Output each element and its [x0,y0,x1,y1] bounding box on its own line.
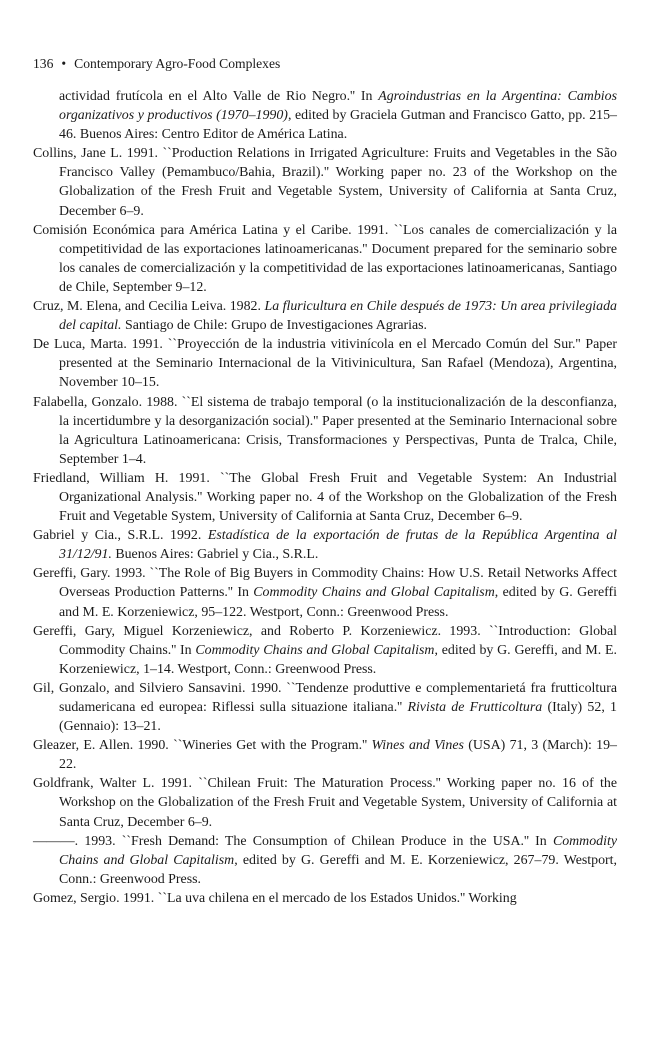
reference-text: Buenos Aires: Gabriel y Cia., S.R.L. [111,547,319,563]
reference-entry [33,564,617,621]
reference-text: Gil, Gonzalo, and Silviero Sansavini. 1990. ``Tendenze produttive e complementarietá fra frutticoltura sudamericana ed europea: Riflessi sulla situazione italiana.'' [33,680,617,715]
reference-text: Gereffi, Gary, Miguel Korzeniewicz, and Roberto P. Korzeniewicz. 1993. ``Introduction: Global Commodity Chains.'' In [33,623,617,658]
reference-text: , edited by G. Gereffi, and M. E. Korzeniewicz, 1–14. Westport, Conn.: Greenwood Press. [59,642,617,677]
reference-title-italic: Commodity Chains and Global Capitalism [195,642,435,658]
reference-entry [33,393,617,469]
reference-text: Gomez, Sergio. 1991. ``La uva chilena en el mercado de los Estados Unidos.'' Working [33,890,517,906]
reference-entry [33,144,617,220]
reference-text: , edited by G. Gereffi and M. E. Korzeniewicz, 267–79. Westport, Conn.: Greenwood Press. [59,852,617,887]
reference-text: , edited by Graciela Gutman and Francisco Gatto, pp. 215–46. Buenos Aires: Centro Editor de América Latina. [59,108,618,143]
reference-text: De Luca, Marta. 1991. ``Proyección de la industria vitivinícola en el Mercado Común del Sur.'' Paper presented at the Seminario Internacional de la Vitivinicultura, San Rafael (Mendoza), Argentina, November 10–15. [33,337,617,391]
reference-text: actividad frutícola en el Alto Valle de Rio Negro.'' In [59,89,379,104]
reference-text: ———. 1993. ``Fresh Demand: The Consumption of Chilean Produce in the USA.'' In [33,833,553,849]
reference-text: Gleazer, E. Allen. 1990. ``Wineries Get with the Program.'' [33,738,372,754]
reference-title-italic: Estadística de la exportación de frutas de la República Argentina al 31/12/91. [59,528,617,563]
reference-entry [33,736,617,774]
reference-entry [33,832,617,889]
reference-entry [33,526,617,564]
reference-entry [33,221,617,297]
reference-title-italic: Rivista de Frutticoltura [407,700,543,715]
reference-entry [33,297,617,335]
reference-entry [33,335,617,392]
reference-text: Falabella, Gonzalo. 1988. ``El sistema de trabajo temporal (o la institucionalización de la desconfianza, la incertidumbre y la desorganización social).'' Paper presented at the Seminario Internacional sobre la Agricultura Latinoamericana: Crisis, Transformaciones y Perspectivas, Punta de Tralca, Chile, September 1–4. [33,394,617,467]
reference-title-italic: Commodity Chains and Global Capitalism [253,585,495,601]
reference-entry [33,774,617,831]
reference-list [33,87,617,908]
reference-text: Gereffi, Gary. 1993. ``The Role of Big Buyers in Commodity Chains: How U.S. Retail Networks Affect Overseas Production Patterns.'' In [33,566,617,601]
reference-entry [33,679,617,736]
reference-entry [33,889,617,908]
reference-entry [33,622,617,679]
reference-text: Santiago de Chile: Grupo de Investigaciones Agrarias. [121,318,428,334]
reference-title-italic: Agroindustrias en la Argentina: Cambios organizativos y productivos (1970–1990) [59,89,617,124]
reference-continuation [33,87,617,144]
reference-text: , edited by G. Gereffi and M. E. Korzeniewicz, 95–122. Westport, Conn.: Greenwood Press. [59,585,618,620]
reference-text: Goldfrank, Walter L. 1991. ``Chilean Fruit: The Maturation Process.'' Working paper no. 16 of the Workshop on the Globalization of the Fresh Fruit and Vegetable System, University of California at Santa Cruz, December 6–9. [33,776,617,830]
reference-text: (Italy) 52, 1 (Gennaio): 13–21. [59,700,617,735]
book-title: Contemporary Agro-Food Complexes [74,56,281,71]
reference-title-italic: La fluricultura en Chile después de 1973: Un area privilegiada del capital. [59,299,617,334]
reference-text: Gabriel y Cia., S.R.L. 1992. [33,528,208,544]
header-separator: • [61,56,67,71]
reference-text: Friedland, William H. 1991. ``The Global Fresh Fruit and Vegetable System: An Industrial Organizational Analysis.'' Working paper no. 4 of the Workshop on the Globalization of the Fresh Fruit and Vegetable System, University of California at Santa Cruz, December 6–9. [33,470,617,525]
reference-title-italic: Commodity Chains and Global Capitalism [59,833,617,868]
running-head [33,55,617,73]
book-page [33,55,617,908]
reference-text: Cruz, M. Elena, and Cecilia Leiva. 1982. [33,299,265,315]
reference-text: Comisión Económica para América Latina y el Caribe. 1991. ``Los canales de comercialización y la competitividad de las exportaciones latinoamericanas.'' Document prepared for the seminario sobre los canales de comercialización y la competitividad de las exportaciones latinoamericanas, Santiago de Chile, September 9–12. [33,222,617,295]
reference-text: Collins, Jane L. 1991. ``Production Relations in Irrigated Agriculture: Fruits and Vegetables in the São Francisco Valley (Pemambuco/Bahia, Brazil).'' Working paper no. 23 of the Workshop on the Globalization of the Fresh Fruit and Vegetable System, University of California at Santa Cruz, December 6–9. [33,146,617,219]
reference-text: (USA) 71, 3 (March): 19–22. [59,738,617,773]
page-number: 136 [33,56,54,71]
reference-entry [33,469,617,526]
reference-title-italic: Wines and Vines [371,738,464,754]
